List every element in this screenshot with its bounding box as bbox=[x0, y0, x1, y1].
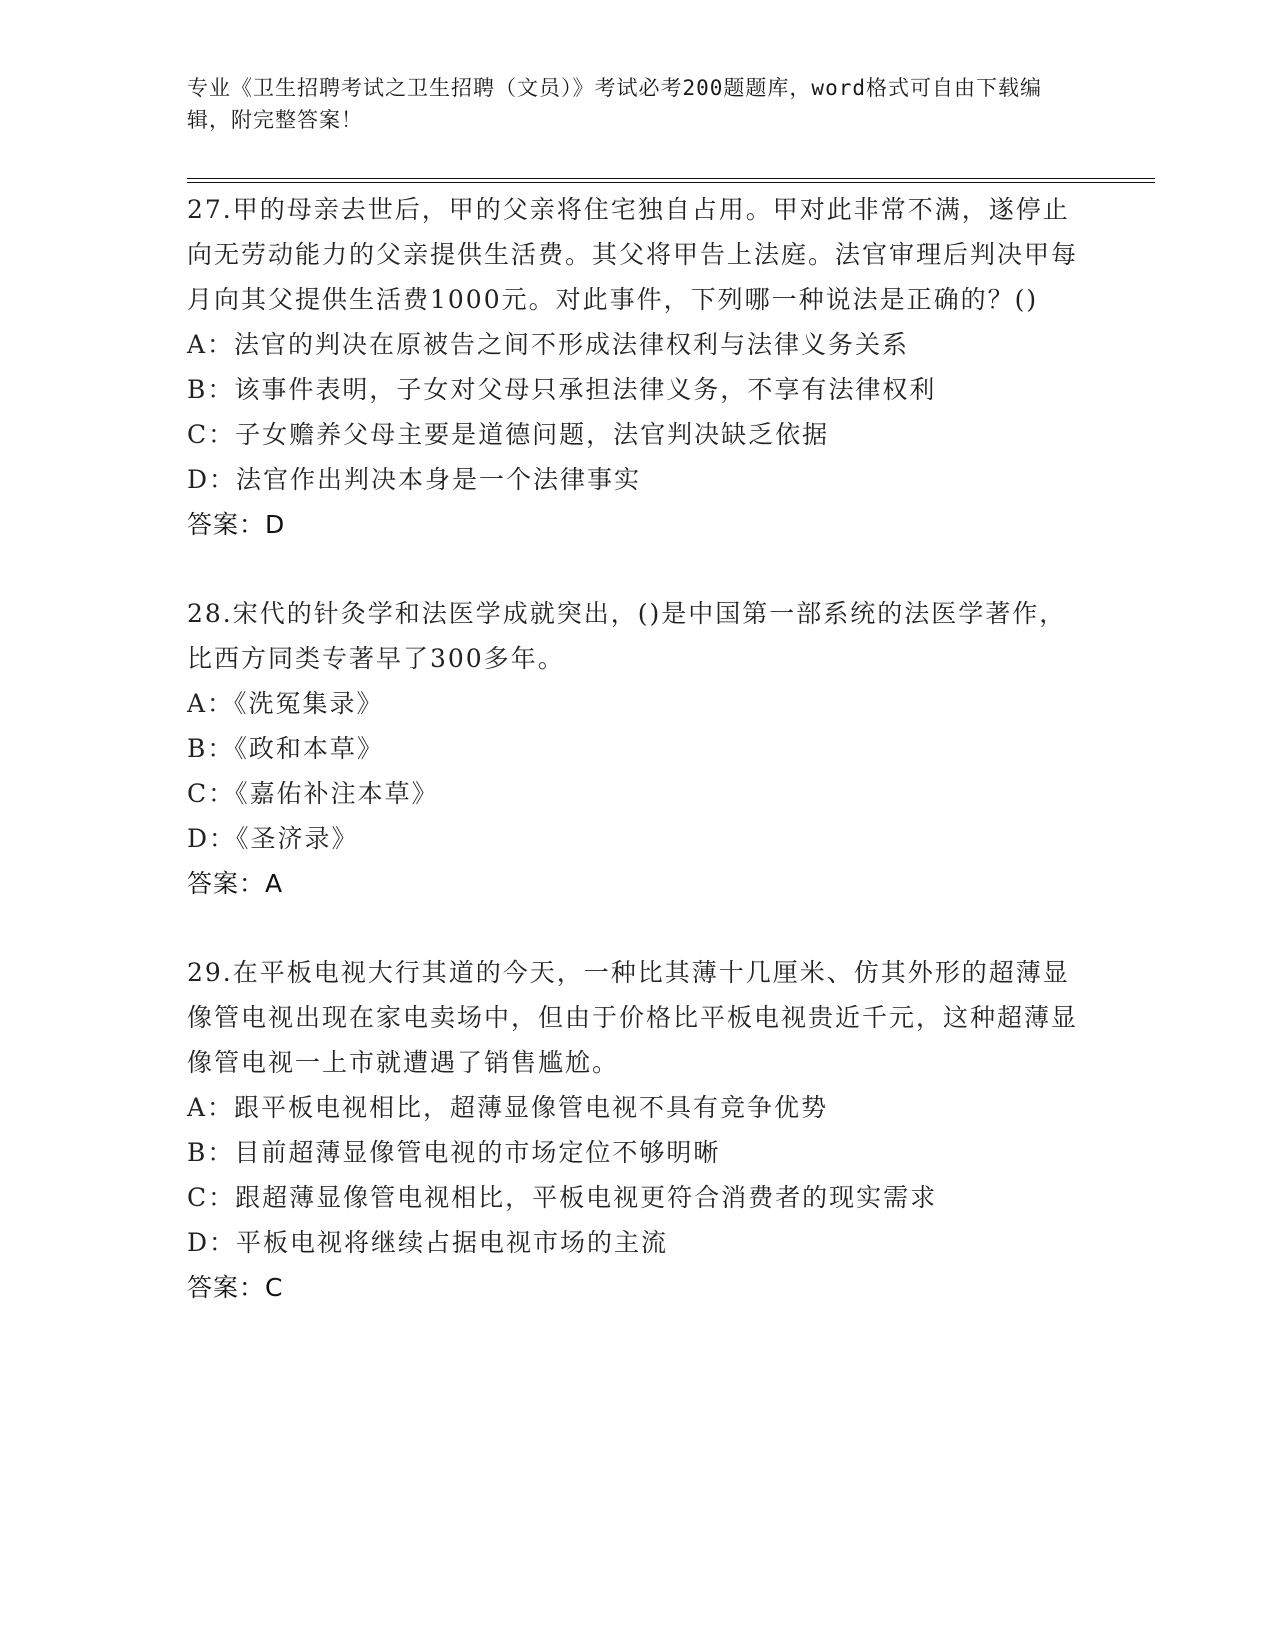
option-b: B：该事件表明，子女对父母只承担法律义务，不享有法律权利 bbox=[187, 375, 937, 404]
header-rule-top bbox=[187, 178, 1155, 179]
question-stem: 28.宋代的针灸学和法医学成就突出，()是中国第一部系统的法医学著作，比西方同类专著早了300多年。 bbox=[187, 599, 1067, 673]
option-b: B：目前超薄显像管电视的市场定位不够明晰 bbox=[187, 1138, 721, 1167]
question-stem: 29.在平板电视大行其道的今天，一种比其薄十几厘米、仿其外形的超薄显像管电视出现在家电卖场中，但由于价格比平板电视贵近千元，这种超薄显像管电视一上市就遭遇了销售尴尬。 bbox=[187, 958, 1079, 1077]
option-c: C：跟超薄显像管电视相比，平板电视更符合消费者的现实需求 bbox=[187, 1183, 938, 1212]
option-a: A：跟平板电视相比，超薄显像管电视不具有竞争优势 bbox=[187, 1093, 829, 1122]
option-b: B：《政和本草》 bbox=[187, 734, 384, 763]
answer-line: 答案：D bbox=[187, 510, 286, 539]
header-rule-bottom bbox=[187, 182, 1155, 183]
answer-line: 答案：C bbox=[187, 1273, 284, 1302]
question-27 bbox=[187, 187, 1087, 547]
option-c: C：子女赡养父母主要是道德问题，法官判决缺乏依据 bbox=[187, 420, 830, 449]
option-d: D：《圣济录》 bbox=[187, 824, 359, 853]
question-29 bbox=[187, 950, 1087, 1310]
document-header: 专业《卫生招聘考试之卫生招聘（文员）》考试必考200题题库，word格式可自由下载编辑，附完整答案！ bbox=[187, 76, 1042, 132]
question-stem: 27.甲的母亲去世后，甲的父亲将住宅独自占用。甲对此非常不满，遂停止向无劳动能力的父亲提供生活费。其父将甲告上法庭。法官审理后判决甲每月向其父提供生活费1000元。对此事件，下列哪一种说法是正确的？() bbox=[187, 195, 1079, 314]
question-spacer bbox=[187, 906, 1087, 950]
option-d: D：法官作出判决本身是一个法律事实 bbox=[187, 465, 642, 494]
option-c: C：《嘉佑补注本草》 bbox=[187, 779, 439, 808]
option-a: A：法官的判决在原被告之间不形成法律权利与法律义务关系 bbox=[187, 330, 910, 359]
option-a: A：《洗冤集录》 bbox=[187, 689, 384, 718]
answer-line: 答案：A bbox=[187, 869, 284, 898]
option-d: D：平板电视将继续占据电视市场的主流 bbox=[187, 1228, 669, 1257]
question-spacer bbox=[187, 547, 1087, 591]
question-list bbox=[187, 187, 1087, 1310]
question-28 bbox=[187, 591, 1087, 906]
